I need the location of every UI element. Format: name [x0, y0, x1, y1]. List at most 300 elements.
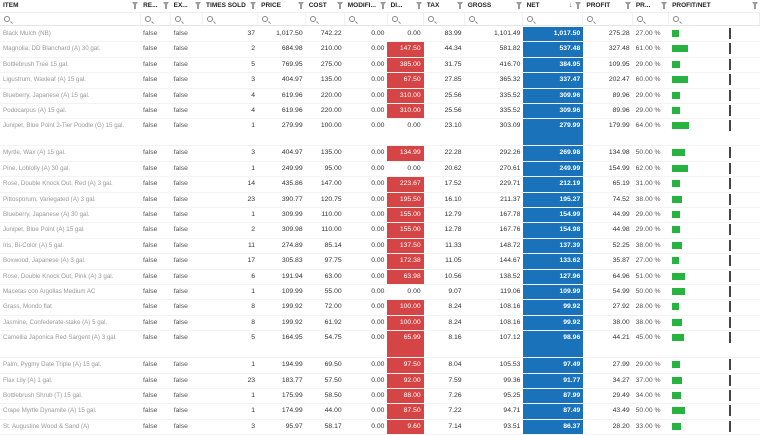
times-sold-cell: 1	[203, 389, 258, 404]
filter-icon[interactable]	[661, 2, 667, 6]
filter-input-price[interactable]	[258, 13, 306, 25]
column-header-ex[interactable]	[171, 0, 203, 12]
profit-pct-bar	[672, 76, 688, 83]
times-sold-cell: 1	[203, 358, 258, 373]
table-row[interactable]	[0, 389, 760, 404]
table-row[interactable]	[0, 300, 760, 315]
filter-input-profit-pct[interactable]	[633, 13, 669, 25]
filter-input-profit[interactable]	[583, 13, 632, 25]
table-row[interactable]	[0, 316, 760, 331]
tax-cell: 8.24	[424, 300, 465, 315]
table-row[interactable]	[0, 104, 760, 119]
table-row[interactable]	[0, 404, 760, 419]
profit-cell: 54.99	[583, 285, 632, 300]
profit-pct-bar	[672, 407, 685, 414]
profit-pct-bar	[672, 361, 680, 368]
item-cell: Palm, Pygmy Date Triple (A) 15 gal.	[0, 358, 140, 373]
profit-cell: 74.52	[583, 193, 632, 208]
filter-icon[interactable]	[457, 2, 463, 6]
filter-input-profit-net[interactable]	[669, 13, 760, 25]
cost-cell: 58.50	[306, 389, 345, 404]
profit-bar-cell	[669, 42, 705, 57]
re-cell: false	[140, 177, 171, 192]
profit-pct-cell: 50.00 %	[633, 146, 669, 161]
column-header-modifiers[interactable]	[345, 0, 388, 12]
price-cell: 684.98	[258, 42, 306, 57]
filter-icon[interactable]	[575, 2, 581, 6]
re-cell: false	[140, 270, 171, 285]
profit-pct-bar	[672, 273, 685, 280]
profit-bar-cell	[669, 104, 705, 119]
price-cell: 249.99	[258, 162, 306, 177]
column-header-label: PROFIT/NET	[672, 2, 711, 9]
times-sold-cell: 2	[203, 223, 258, 238]
profit-pct-cell: 38.00 %	[633, 239, 669, 254]
discount-cell: 195.50	[387, 193, 423, 208]
profit-cell: 275.28	[583, 27, 632, 42]
ex-cell: false	[171, 146, 203, 161]
tax-cell: 44.34	[424, 42, 465, 57]
net-cell: 87.49	[523, 404, 583, 419]
search-icon	[349, 16, 355, 22]
ex-cell: false	[171, 374, 203, 389]
search-icon	[527, 16, 533, 22]
profit-net-cell	[705, 223, 760, 238]
price-cell: 191.94	[258, 270, 306, 285]
profit-net-indicator	[729, 90, 731, 101]
cost-cell: 61.92	[306, 316, 345, 331]
modifiers-cell: 0.00	[345, 73, 388, 88]
profit-bar-cell	[669, 254, 705, 269]
tax-cell: 9.07	[424, 285, 465, 300]
filter-input-ex[interactable]	[171, 13, 203, 25]
re-cell: false	[140, 358, 171, 373]
table-row[interactable]	[0, 331, 760, 358]
profit-net-indicator	[729, 194, 731, 205]
column-header-label: PR...	[635, 2, 651, 9]
net-cell: 133.62	[523, 254, 583, 269]
profit-net-cell	[705, 254, 760, 269]
filter-icon[interactable]	[516, 2, 522, 6]
ex-cell: false	[171, 177, 203, 192]
item-cell: Rose, Double Knock Out, Pink (A) 3 gal.	[0, 270, 140, 285]
price-cell: 769.95	[258, 58, 306, 73]
gross-cell: 108.16	[465, 300, 524, 315]
table-row[interactable]	[0, 374, 760, 389]
times-sold-cell: 8	[203, 300, 258, 315]
discount-cell: 385.00	[387, 58, 423, 73]
filter-input-net[interactable]	[523, 13, 583, 25]
times-sold-cell: 1	[203, 119, 258, 146]
net-cell: 86.37	[523, 420, 583, 435]
times-sold-cell: 3	[203, 73, 258, 88]
filter-input-tax[interactable]	[424, 13, 465, 25]
price-cell: 404.97	[258, 73, 306, 88]
cost-cell: 135.00	[306, 73, 345, 88]
column-header-label: EX...	[173, 2, 188, 9]
gross-cell: 138.52	[465, 270, 524, 285]
net-cell: 87.99	[523, 389, 583, 404]
profit-net-indicator	[729, 286, 731, 297]
profit-cell: 35.87	[583, 254, 632, 269]
ex-cell: false	[171, 89, 203, 104]
table-row[interactable]	[0, 73, 760, 88]
profit-cell: 28.20	[583, 420, 632, 435]
table-row[interactable]	[0, 42, 760, 57]
profit-net-cell	[705, 177, 760, 192]
profit-bar-cell	[669, 223, 705, 238]
net-cell: 109.99	[523, 285, 583, 300]
profit-bar-cell	[669, 208, 705, 223]
column-header-label: DI...	[390, 2, 403, 9]
profit-pct-cell: 29.00 %	[633, 223, 669, 238]
filter-icon[interactable]	[132, 2, 138, 6]
tax-cell: 7.22	[424, 404, 465, 419]
column-header-label: ITEM	[3, 2, 19, 9]
price-cell: 1,017.50	[258, 27, 306, 42]
times-sold-cell: 4	[203, 89, 258, 104]
gross-cell: 144.67	[465, 254, 524, 269]
search-icon	[637, 16, 643, 22]
price-cell: 183.77	[258, 374, 306, 389]
column-header-label: RE...	[143, 2, 158, 9]
times-sold-cell: 17	[203, 254, 258, 269]
net-cell: 137.39	[523, 239, 583, 254]
item-cell: Iris, Bi-Color (A) 5 gal.	[0, 239, 140, 254]
filter-icon[interactable]	[298, 2, 304, 6]
price-cell: 274.89	[258, 239, 306, 254]
modifiers-cell: 0.00	[345, 119, 388, 146]
item-cell: Bottlebrush Tree 15 gal.	[0, 58, 140, 73]
profit-net-indicator	[729, 209, 731, 220]
profit-pct-bar	[672, 334, 684, 341]
discount-cell: 65.99	[387, 331, 423, 358]
filter-input-modifiers[interactable]	[345, 13, 388, 25]
table-row[interactable]	[0, 208, 760, 223]
profit-pct-cell: 38.00 %	[633, 316, 669, 331]
gross-cell: 229.71	[465, 177, 524, 192]
profit-cell: 38.00	[583, 316, 632, 331]
ex-cell: false	[171, 193, 203, 208]
column-header-label: COST	[308, 2, 327, 9]
profit-pct-cell: 37.00 %	[633, 374, 669, 389]
profit-pct-cell: 28.00 %	[633, 300, 669, 315]
profit-pct-cell: 34.00 %	[633, 389, 669, 404]
gross-cell: 365.32	[465, 73, 524, 88]
column-header-item[interactable]	[0, 0, 140, 12]
gross-cell: 93.51	[465, 420, 524, 435]
profit-pct-cell: 27.00 %	[633, 27, 669, 42]
profit-cell: 64.96	[583, 270, 632, 285]
table-row[interactable]	[0, 270, 760, 285]
filter-input-re[interactable]	[141, 13, 171, 25]
profit-net-indicator	[729, 359, 731, 370]
item-cell: Black Mulch (NB)	[0, 27, 140, 42]
table-row[interactable]	[0, 58, 760, 73]
profit-cell: 29.49	[583, 389, 632, 404]
column-header-re[interactable]	[140, 0, 171, 12]
price-cell: 109.99	[258, 285, 306, 300]
table-row[interactable]	[0, 193, 760, 208]
re-cell: false	[140, 73, 171, 88]
price-cell: 164.95	[258, 331, 306, 358]
modifiers-cell: 0.00	[345, 316, 388, 331]
item-cell: Boxwood, Japanese (A) 3 gal.	[0, 254, 140, 269]
column-header-net[interactable]	[524, 0, 584, 12]
tax-cell: 25.56	[424, 104, 465, 119]
profit-bar-cell	[669, 389, 705, 404]
filter-input-cost[interactable]	[306, 13, 345, 25]
cost-cell: 220.00	[306, 104, 345, 119]
item-cell: Macetas con Argollas Medium AC	[0, 285, 140, 300]
column-header-gross[interactable]	[465, 0, 524, 12]
times-sold-cell: 3	[203, 420, 258, 435]
price-cell: 95.97	[258, 420, 306, 435]
table-row[interactable]	[0, 146, 760, 161]
profit-pct-cell: 29.00 %	[633, 58, 669, 73]
profit-bar-cell	[669, 300, 705, 315]
item-cell: Pine, Loblolly (A) 30 gal.	[0, 162, 140, 177]
discount-cell: 137.50	[387, 239, 423, 254]
table-row[interactable]	[0, 162, 760, 177]
ex-cell: false	[171, 223, 203, 238]
modifiers-cell: 0.00	[345, 254, 388, 269]
cost-cell: 58.17	[306, 420, 345, 435]
re-cell: false	[140, 316, 171, 331]
profit-net-cell	[705, 58, 760, 73]
ex-cell: false	[171, 73, 203, 88]
price-cell: 305.83	[258, 254, 306, 269]
times-sold-cell: 1	[203, 285, 258, 300]
item-cell: Pittosporum, Variegated (A) 3 gal.	[0, 193, 140, 208]
profit-cell: 89.96	[583, 89, 632, 104]
net-cell: 195.27	[523, 193, 583, 208]
discount-cell: 87.50	[387, 404, 423, 419]
profit-pct-bar	[672, 211, 680, 218]
tax-cell: 10.56	[424, 270, 465, 285]
modifiers-cell: 0.00	[345, 177, 388, 192]
modifiers-cell: 0.00	[345, 331, 388, 358]
item-cell: Podocarpus (A) 15 gal.	[0, 104, 140, 119]
modifiers-cell: 0.00	[345, 193, 388, 208]
ex-cell: false	[171, 42, 203, 57]
times-sold-cell: 11	[203, 239, 258, 254]
profit-net-cell	[705, 285, 760, 300]
profit-pct-cell: 61.00 %	[633, 42, 669, 57]
profit-cell: 134.98	[583, 146, 632, 161]
discount-cell: 0.00	[387, 285, 423, 300]
profit-pct-bar	[672, 257, 679, 264]
column-header-discount[interactable]	[388, 0, 424, 12]
gross-cell: 167.76	[465, 223, 524, 238]
tax-cell: 8.16	[424, 331, 465, 358]
column-header-label: NET	[526, 2, 540, 9]
profit-net-cell	[705, 300, 760, 315]
tax-cell: 25.56	[424, 89, 465, 104]
net-cell: 279.99	[523, 119, 583, 146]
net-cell: 99.92	[523, 300, 583, 315]
profit-pct-bar	[672, 30, 679, 37]
ex-cell: false	[171, 300, 203, 315]
profit-net-indicator	[729, 178, 731, 189]
table-row[interactable]	[0, 285, 760, 300]
profit-cell: 27.99	[583, 358, 632, 373]
table-row[interactable]	[0, 254, 760, 269]
gross-cell: 270.61	[465, 162, 524, 177]
profit-cell: 154.99	[583, 162, 632, 177]
profit-pct-bar	[672, 196, 682, 203]
price-cell: 194.99	[258, 358, 306, 373]
filter-icon[interactable]	[195, 2, 201, 6]
price-cell: 279.99	[258, 119, 306, 146]
ex-cell: false	[171, 316, 203, 331]
column-header-label: PROFIT	[586, 2, 611, 9]
column-header-cost[interactable]	[306, 0, 345, 12]
times-sold-cell: 23	[203, 193, 258, 208]
ex-cell: false	[171, 358, 203, 373]
table-row[interactable]	[0, 358, 760, 373]
gross-cell: 105.53	[465, 358, 524, 373]
table-row[interactable]	[0, 177, 760, 192]
profit-bar-cell	[669, 89, 705, 104]
profit-net-indicator	[729, 120, 731, 131]
table-row[interactable]	[0, 239, 760, 254]
profit-cell: 34.27	[583, 374, 632, 389]
tax-cell: 7.59	[424, 374, 465, 389]
re-cell: false	[140, 404, 171, 419]
search-icon	[175, 16, 181, 22]
profit-net-cell	[705, 331, 760, 358]
discount-cell: 0.00	[387, 162, 423, 177]
tax-cell: 8.04	[424, 358, 465, 373]
tax-cell: 27.85	[424, 73, 465, 88]
gross-cell: 303.09	[465, 119, 524, 146]
profit-pct-bar	[672, 226, 680, 233]
modifiers-cell: 0.00	[345, 404, 388, 419]
gross-cell: 167.78	[465, 208, 524, 223]
sort-desc-icon[interactable]: ↓	[568, 2, 573, 9]
cost-cell: 54.75	[306, 331, 345, 358]
price-cell: 404.97	[258, 146, 306, 161]
gross-cell: 99.36	[465, 374, 524, 389]
modifiers-cell: 0.00	[345, 89, 388, 104]
cost-cell: 135.00	[306, 146, 345, 161]
tax-cell: 11.33	[424, 239, 465, 254]
modifiers-cell: 0.00	[345, 58, 388, 73]
net-cell: 249.99	[523, 162, 583, 177]
discount-cell: 310.00	[387, 89, 423, 104]
net-cell: 309.96	[523, 89, 583, 104]
tax-cell: 16.10	[424, 193, 465, 208]
tax-cell: 83.99	[424, 27, 465, 42]
filter-icon[interactable]	[625, 2, 631, 6]
filter-input-discount[interactable]	[388, 13, 424, 25]
filter-icon[interactable]	[416, 2, 422, 6]
net-cell: 212.19	[523, 177, 583, 192]
re-cell: false	[140, 119, 171, 146]
profit-net-indicator	[729, 301, 731, 312]
table-row[interactable]	[0, 420, 760, 435]
net-cell: 537.48	[523, 42, 583, 57]
column-header-times-sold[interactable]	[203, 0, 258, 12]
ex-cell: false	[171, 58, 203, 73]
filter-icon[interactable]	[337, 2, 343, 6]
modifiers-cell: 0.00	[345, 285, 388, 300]
gross-cell: 292.26	[465, 146, 524, 161]
column-header-tax[interactable]	[424, 0, 465, 12]
item-cell: Juniper, Blue Point 2-Tier Poodle (G) 15 gal.	[0, 119, 140, 146]
search-icon	[310, 16, 316, 22]
column-header-profit[interactable]	[583, 0, 632, 12]
column-header-profit-net[interactable]	[669, 0, 760, 12]
profit-net-indicator	[729, 405, 731, 416]
price-cell: 309.99	[258, 208, 306, 223]
profit-cell: 44.98	[583, 223, 632, 238]
tax-cell: 31.75	[424, 58, 465, 73]
filter-icon[interactable]	[380, 2, 386, 6]
profit-bar-cell	[669, 119, 705, 146]
table-row[interactable]	[0, 119, 760, 146]
gross-cell: 119.06	[465, 285, 524, 300]
tax-cell: 12.79	[424, 208, 465, 223]
table-row[interactable]	[0, 223, 760, 238]
table-row[interactable]	[0, 27, 760, 42]
discount-cell: 97.50	[387, 358, 423, 373]
times-sold-cell: 14	[203, 177, 258, 192]
column-header-profit-pct[interactable]	[633, 0, 669, 12]
column-header-label: PRICE	[261, 2, 282, 9]
cost-cell: 275.00	[306, 58, 345, 73]
profit-net-indicator	[729, 255, 731, 266]
times-sold-cell: 37	[203, 27, 258, 42]
tax-cell: 20.62	[424, 162, 465, 177]
item-cell: Blueberry, Japanese (A) 15 gal.	[0, 89, 140, 104]
profit-bar-cell	[669, 193, 705, 208]
filter-input-item[interactable]	[0, 13, 141, 25]
modifiers-cell: 0.00	[345, 104, 388, 119]
filter-icon[interactable]	[250, 2, 256, 6]
price-cell: 619.96	[258, 89, 306, 104]
profit-net-cell	[705, 193, 760, 208]
filter-icon[interactable]	[752, 2, 758, 6]
filter-input-gross[interactable]	[465, 13, 524, 25]
table-row[interactable]	[0, 89, 760, 104]
cost-cell: 210.00	[306, 42, 345, 57]
modifiers-cell: 0.00	[345, 420, 388, 435]
profit-bar-cell	[669, 374, 705, 389]
profit-cell: 44.21	[583, 331, 632, 358]
modifiers-cell: 0.00	[345, 162, 388, 177]
re-cell: false	[140, 285, 171, 300]
tax-cell: 12.78	[424, 223, 465, 238]
ex-cell: false	[171, 104, 203, 119]
modifiers-cell: 0.00	[345, 374, 388, 389]
times-sold-cell: 3	[203, 146, 258, 161]
net-cell: 99.92	[523, 316, 583, 331]
net-cell: 269.98	[523, 146, 583, 161]
filter-input-times-sold[interactable]	[203, 13, 258, 25]
profit-pct-cell: 60.00 %	[633, 73, 669, 88]
item-cell: St. Augustine Wood & Sand (A)	[0, 420, 140, 435]
discount-cell: 100.00	[387, 316, 423, 331]
filter-icon[interactable]	[163, 2, 169, 6]
times-sold-cell: 5	[203, 331, 258, 358]
discount-cell: 155.00	[387, 223, 423, 238]
re-cell: false	[140, 223, 171, 238]
profit-bar-cell	[669, 27, 705, 42]
column-header-price[interactable]	[258, 0, 306, 12]
cost-cell: 63.00	[306, 270, 345, 285]
